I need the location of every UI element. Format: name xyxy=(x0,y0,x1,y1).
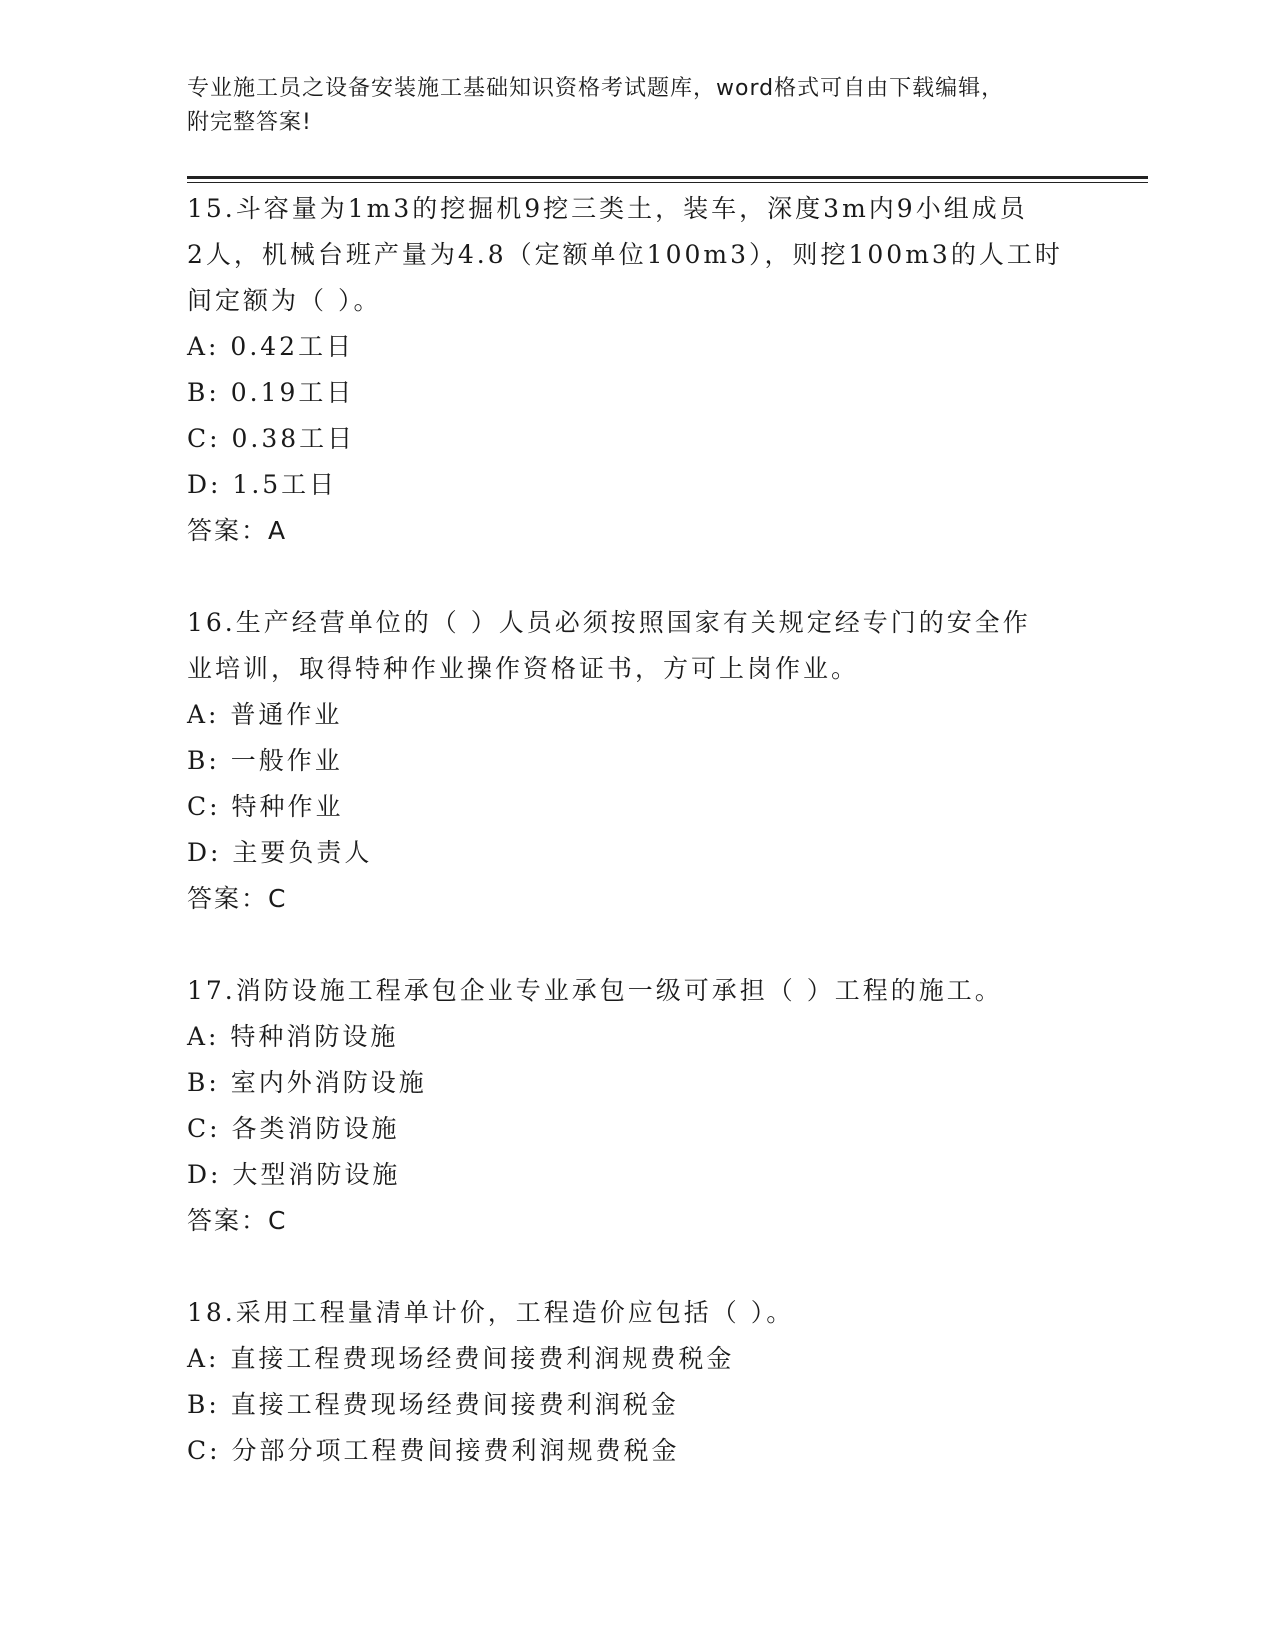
stem-line: 2人，机械台班产量为4.8（定额单位100m3），则挖100m3的人工时 xyxy=(187,240,1063,269)
option-b: B: 室内外消防设施 xyxy=(187,1068,427,1097)
option-c: C: 0.38工日 xyxy=(187,424,356,453)
header-line-2: 附完整答案! xyxy=(187,110,312,135)
question-17 xyxy=(187,968,1087,1244)
stem-line: 17.消防设施工程承包企业专业承包一级可承担（ ）工程的施工。 xyxy=(187,976,1003,1005)
option-d: D: 大型消防设施 xyxy=(187,1160,401,1189)
stem-line: 业培训，取得特种作业操作资格证书，方可上岗作业。 xyxy=(187,654,860,683)
question-list xyxy=(187,186,1087,1474)
option-b: B: 0.19工日 xyxy=(187,378,355,407)
stem-line: 16.生产经营单位的（ ）人员必须按照国家有关规定经专门的安全作 xyxy=(187,608,1031,637)
option-d: D: 主要负责人 xyxy=(187,838,373,867)
header-line-1: 专业施工员之设备安装施工基础知识资格考试题库，word格式可自由下载编辑， xyxy=(187,76,1005,101)
answer: 答案：C xyxy=(187,884,288,913)
question-stem xyxy=(187,1290,1087,1336)
option-a: A: 0.42工日 xyxy=(187,332,355,361)
stem-line: 间定额为（ ）。 xyxy=(187,286,382,315)
question-stem xyxy=(187,600,1087,692)
option-b: B: 一般作业 xyxy=(187,746,343,775)
question-stem xyxy=(187,186,1087,324)
header-divider-thin xyxy=(187,182,1148,183)
document-header xyxy=(187,72,1147,140)
option-b: B: 直接工程费现场经费间接费利润税金 xyxy=(187,1390,679,1419)
answer: 答案：C xyxy=(187,1206,288,1235)
option-a: A: 普通作业 xyxy=(187,700,343,729)
stem-line: 18.采用工程量清单计价，工程造价应包括（ ）。 xyxy=(187,1298,795,1327)
question-16 xyxy=(187,600,1087,922)
answer: 答案：A xyxy=(187,516,288,545)
header-divider-thick xyxy=(187,176,1148,179)
option-a: A: 特种消防设施 xyxy=(187,1022,399,1051)
question-15 xyxy=(187,186,1087,554)
question-spacer xyxy=(187,922,1087,968)
question-18 xyxy=(187,1290,1087,1474)
stem-line: 15.斗容量为1m3的挖掘机9挖三类土，装车，深度3m内9小组成员 xyxy=(187,194,1028,223)
option-d: D: 1.5工日 xyxy=(187,470,338,499)
option-c: C: 各类消防设施 xyxy=(187,1114,400,1143)
question-stem xyxy=(187,968,1087,1014)
question-spacer xyxy=(187,554,1087,600)
option-c: C: 特种作业 xyxy=(187,792,344,821)
question-spacer xyxy=(187,1244,1087,1290)
option-c: C: 分部分项工程费间接费利润规费税金 xyxy=(187,1436,680,1465)
option-a: A: 直接工程费现场经费间接费利润规费税金 xyxy=(187,1344,735,1373)
